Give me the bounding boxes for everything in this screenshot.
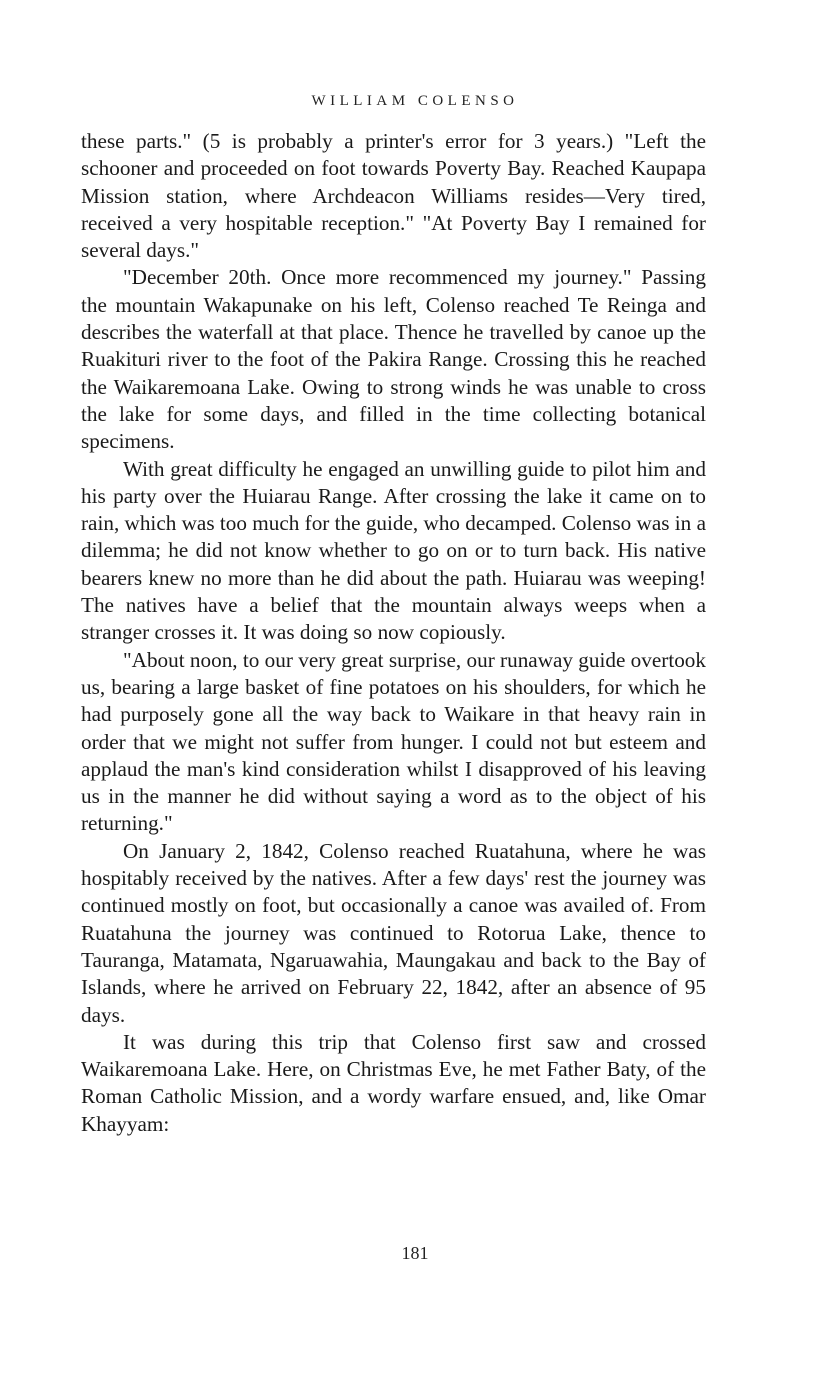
paragraph-6: It was during this trip that Colenso first saw and crossed Waikaremoana Lake. Here, on Christmas Eve, he met Father Baty, of the Roman Catholic Mission, and a wordy warfare ensued, and, like Omar Khayyam: <box>81 1029 706 1136</box>
paragraph-2: "December 20th. Once more recommenced my journey." Passing the mountain Wakapunake on his left, Colenso reached Te Reinga and describes the waterfall at that place. Thence he travelled by canoe up the Ruakituri river to the foot of the Pakira Range. Crossing this he reached the Waikaremoana Lake. Owing to strong winds he was unable to cross the lake for some days, and filled in the time collecting botanical specimens. <box>81 265 706 454</box>
paragraph-1: these parts." (5 is probably a printer's error for 3 years.) "Left the schooner and proceeded on foot towards Poverty Bay. Reached Kaupapa Mission station, where Archdeacon Williams resides—Very tired, received a very hospitable reception." "At Poverty Bay I remained for several days." <box>81 129 706 263</box>
body-text <box>81 128 706 1138</box>
page-number: 181 <box>401 1243 429 1263</box>
paragraph-4: "About noon, to our very great surprise, our runaway guide overtook us, bearing a large basket of fine potatoes on his shoulders, for which he had purposely gone all the way back to Waikare in that heavy rain in order that we might not suffer from hunger. I could not but esteem and applaud the man's kind consideration whilst I disapproved of his leaving us in the manner he did without saying a word as to the object of his returning." <box>81 647 706 836</box>
paragraph-3: With great difficulty he engaged an unwilling guide to pilot him and his party over the Huiarau Range. After crossing the lake it came on to rain, which was too much for the guide, who decamped. Colenso was in a dilemma; he did not know whether to go on or to turn back. His native bearers knew no more than he did about the path. Huiarau was weeping! The natives have a belief that the mountain always weeps when a stranger crosses it. It was doing so now copiously. <box>81 456 706 645</box>
running-head: WILLIAM COLENSO <box>311 93 519 109</box>
paragraph-5: On January 2, 1842, Colenso reached Ruatahuna, where he was hospitably received by the natives. After a few days' rest the journey was continued mostly on foot, but occasionally a canoe was availed of. From Ruatahuna the journey was continued to Rotorua Lake, thence to Tauranga, Matamata, Ngaruawahia, Maungakau and back to the Bay of Islands, where he arrived on February 22, 1842, after an absence of 95 days. <box>81 838 706 1027</box>
